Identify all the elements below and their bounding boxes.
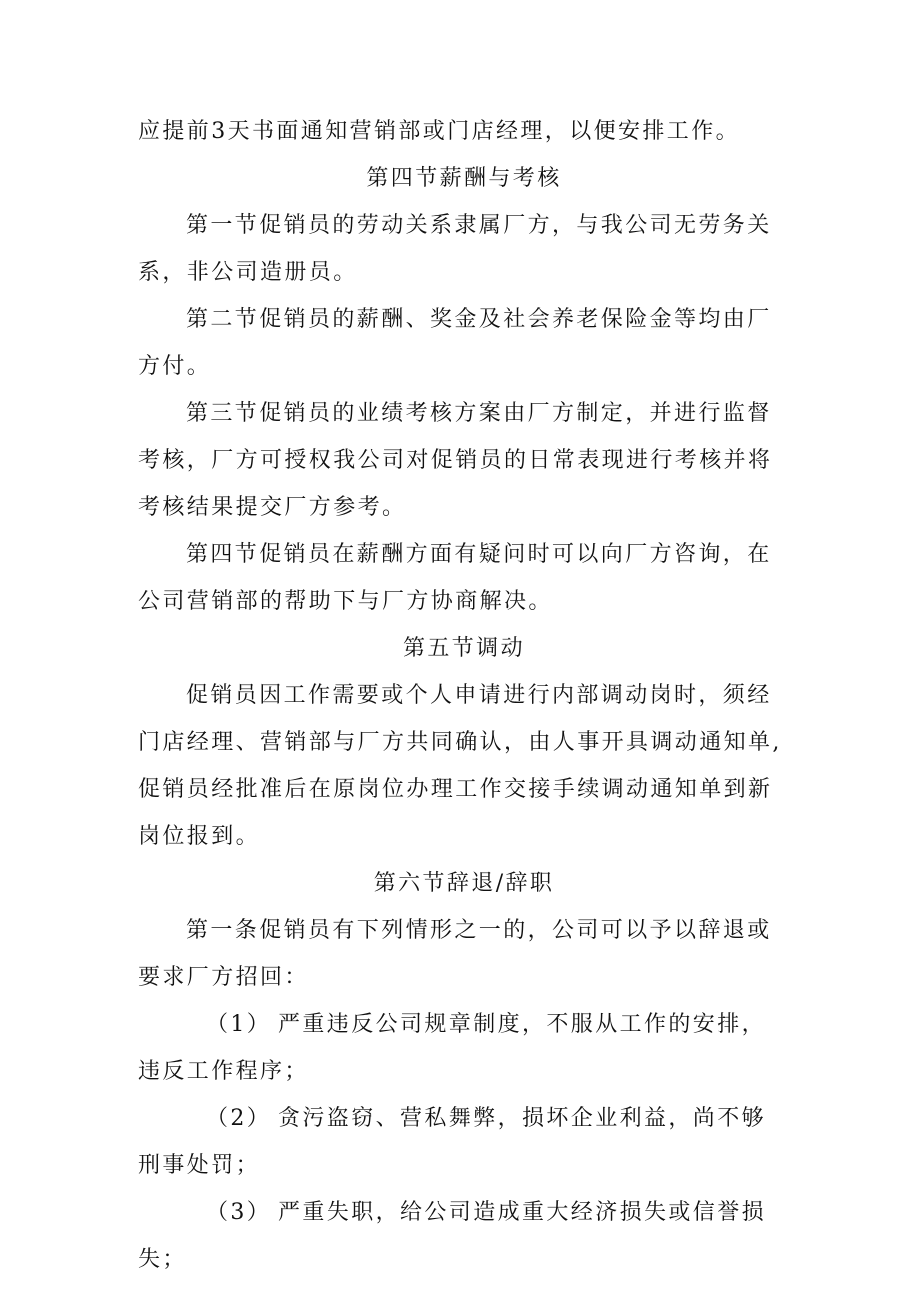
list-item [138, 1095, 790, 1189]
paragraph: 第一节促销员的劳动关系隶属厂方，与我公司无劳务关系，非公司造册员。 [138, 213, 772, 285]
paragraph: 促销员因工作需要或个人申请进行内部调动岗时，须经门店经理、营销部与厂方共同确认，由人事开具调动通知单,促销员经批准后在原岗位办理工作交接手续调动通知单到新岗位报到。 [138, 683, 782, 849]
paragraph: 第三节促销员的业绩考核方案由厂方制定，并进行监督考核，厂方可授权我公司对促销员的日常表现进行考核并将考核结果提交厂方参考。 [138, 401, 773, 520]
list-item-number: （1） [206, 1012, 272, 1037]
paragraph: 第二节促销员的薪酬、奖金及社会养老保险金等均由厂方付。 [138, 307, 772, 379]
paragraph: 第一条促销员有下列情形之一的，公司可以予以辞退或要求厂方招回： [138, 918, 772, 990]
list-item [138, 1189, 790, 1283]
list-item-number: （3） [206, 1200, 272, 1225]
list-item-number: （2） [206, 1106, 272, 1131]
section-heading-4: 第四节薪酬与考核 [366, 166, 562, 191]
paragraph: 第四节促销员在薪酬方面有疑问时可以向厂方咨询，在公司营销部的帮助下与厂方协商解决。 [138, 542, 772, 614]
list-item-text: 贪污盗窃、营私舞弊，损坏企业利益，尚不够刑事处罚； [138, 1106, 767, 1178]
continuation-paragraph: 应提前3天书面通知营销部或门店经理，以便安排工作。 [138, 119, 740, 144]
list-item [138, 1001, 790, 1095]
document-body [138, 108, 790, 1283]
list-item-text: 严重违反公司规章制度，不服从工作的安排，违反工作程序； [138, 1012, 767, 1084]
list-item-text: 严重失职，给公司造成重大经济损失或信誉损失； [138, 1200, 767, 1272]
section-heading-6: 第六节辞退/辞职 [373, 871, 555, 896]
section-heading-5: 第五节调动 [402, 636, 525, 661]
